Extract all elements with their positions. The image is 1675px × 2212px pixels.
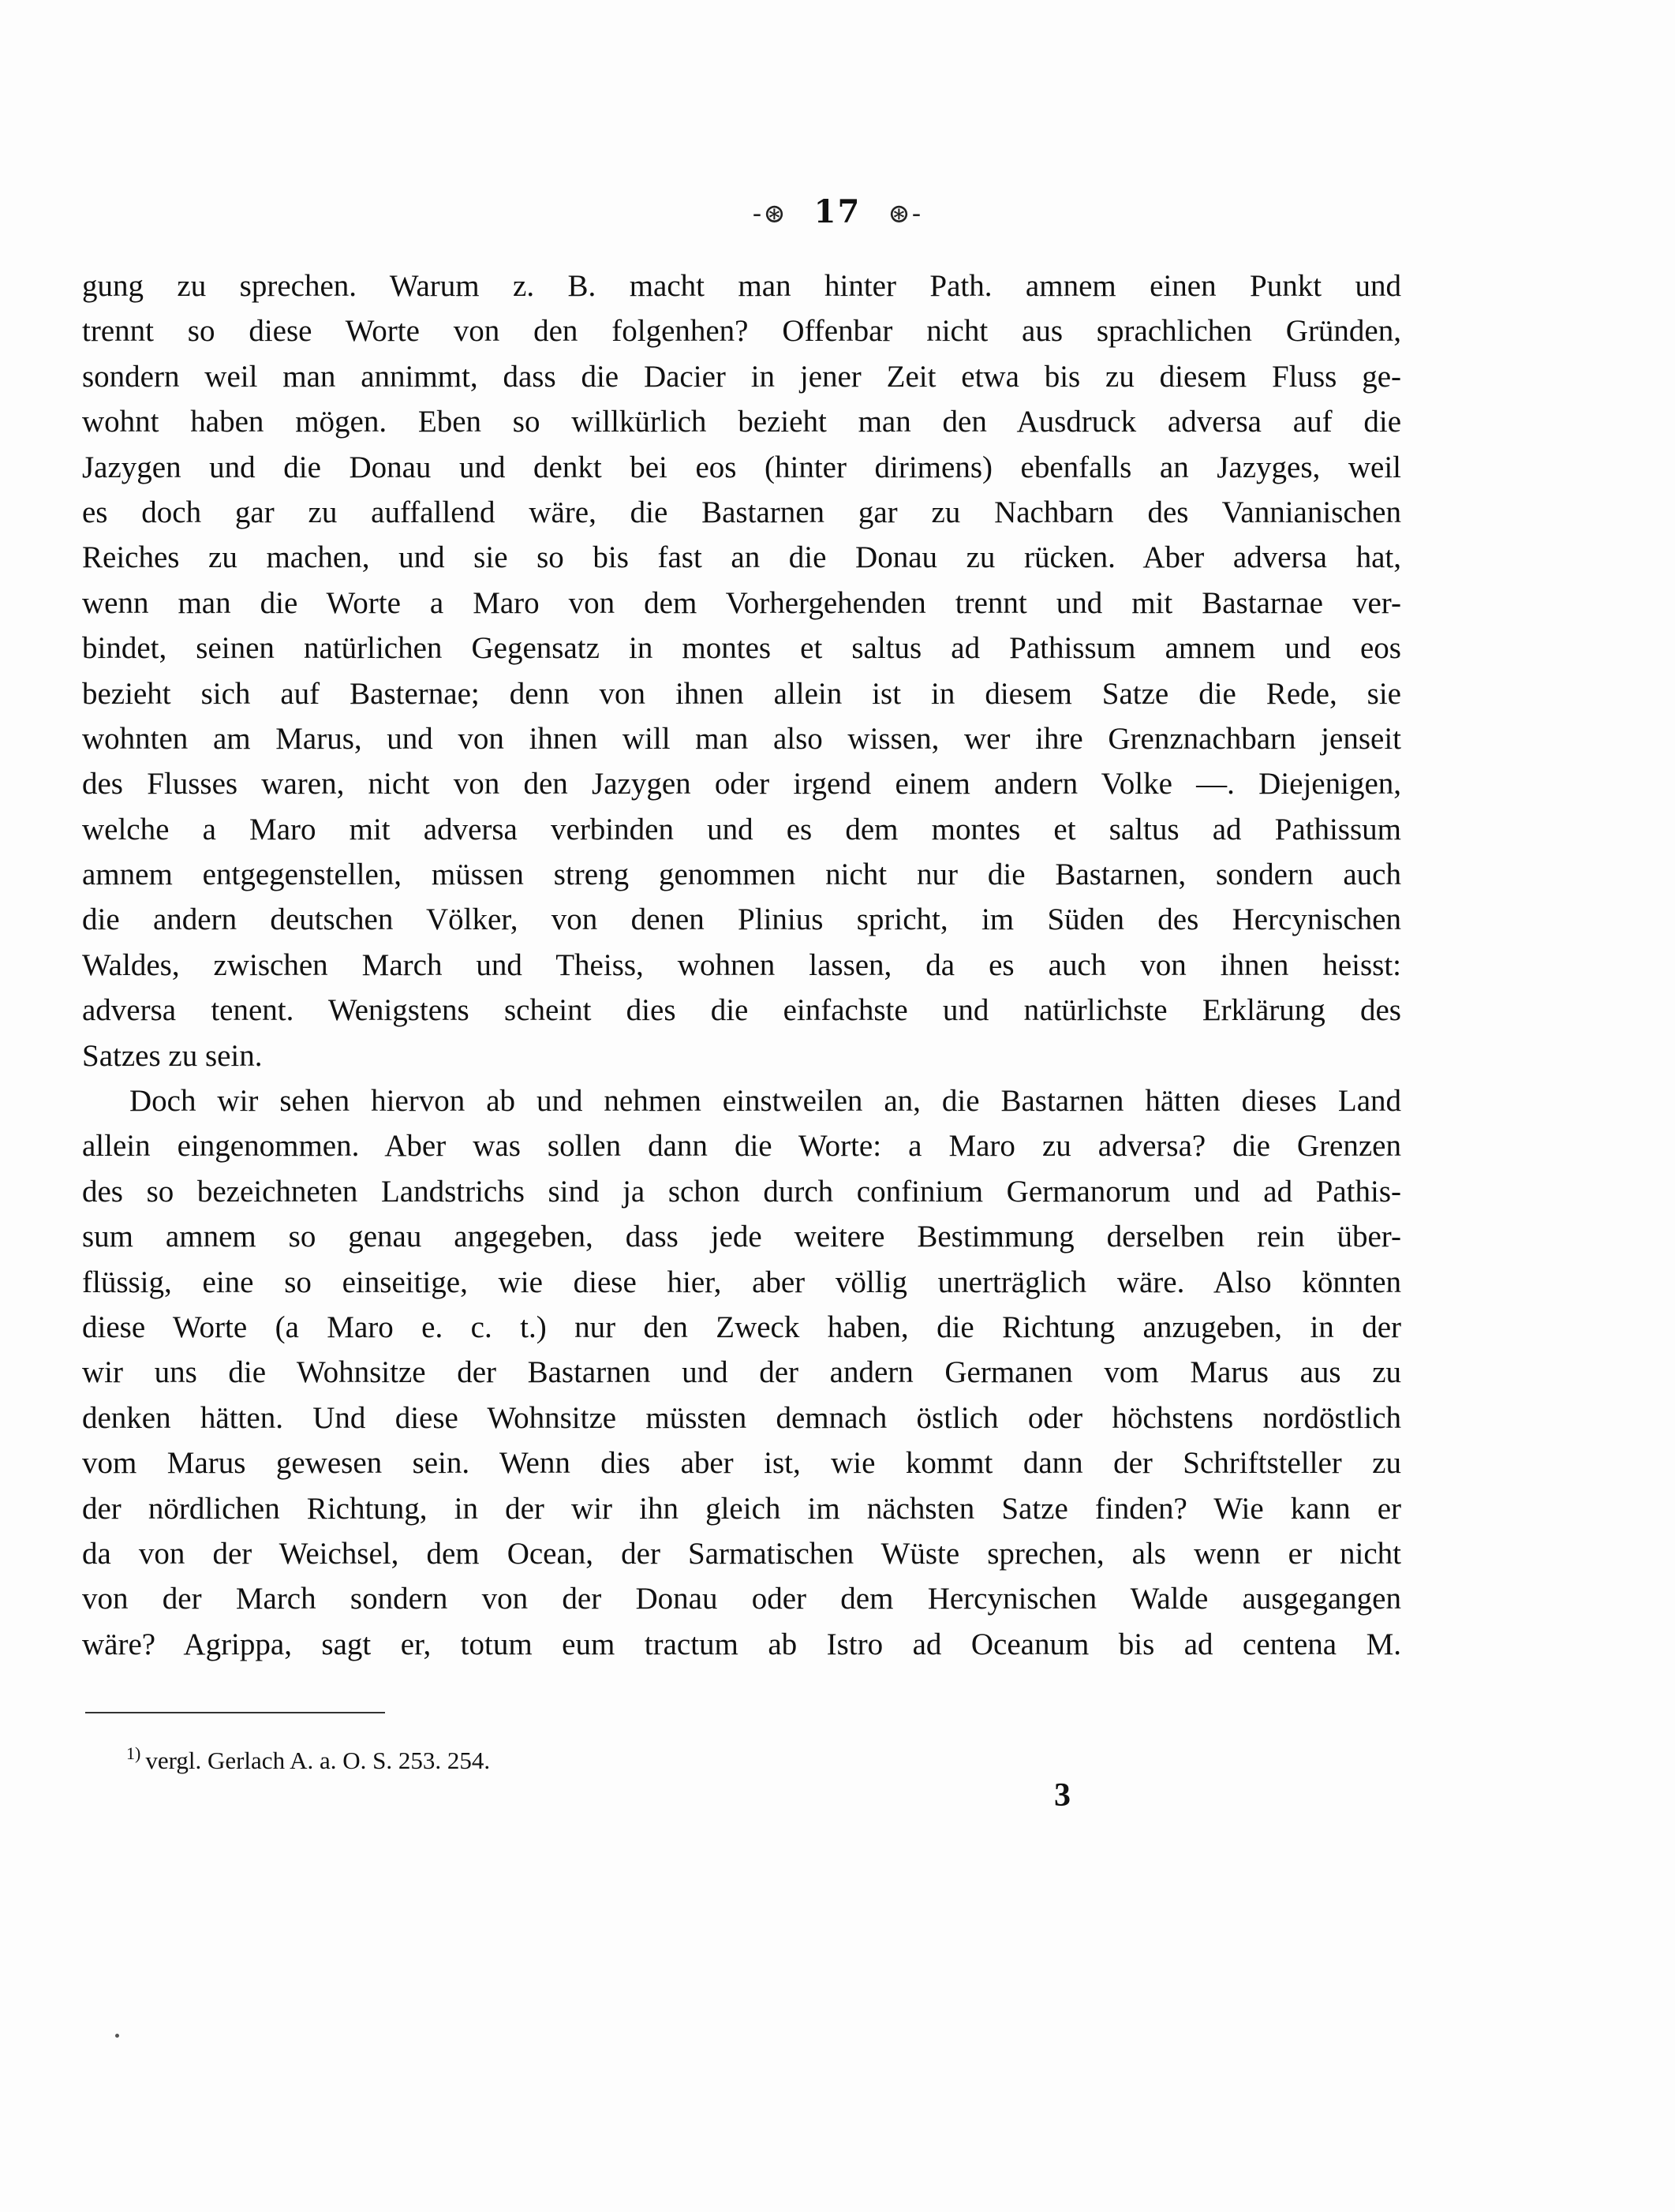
footnote: [126, 1743, 491, 1775]
text-line: des so bezeichneten Landstrichs sind ja schon durch confinium Germanorum und ad Pathis-: [82, 1174, 1401, 1209]
text-line: Satzes zu sein.: [82, 1038, 263, 1073]
text-line: da von der Weichsel, dem Ocean, der Sarmatischen Wüste sprechen, als wenn er nicht: [82, 1536, 1401, 1571]
text-line: des Flusses waren, nicht von den Jazygen oder irgend einem andern Volke —. Diejenigen,: [82, 767, 1401, 801]
footnote-divider: [85, 1712, 385, 1713]
text-line: Jazygen und die Donau und denkt bei eos (hinter dirimens) ebenfalls an Jazyges, weil: [82, 450, 1401, 484]
ornament-right-icon: ⊛-: [888, 198, 923, 230]
signature-mark: 3: [1054, 1777, 1071, 1814]
text-line: wäre? Agrippa, sagt er, totum eum tractum ab Istro ad Oceanum bis ad centena M.: [82, 1627, 1401, 1661]
text-line: wir uns die Wohnsitze der Bastarnen und der andern Germanen vom Marus aus zu: [82, 1355, 1401, 1390]
footnote-text: vergl. Gerlach A. a. O. S. 253. 254.: [145, 1747, 491, 1774]
text-line: sum amnem so genau angegeben, dass jede weitere Bestimmung derselben rein über-: [82, 1220, 1401, 1254]
text-line: Waldes, zwischen March und Theiss, wohnen lassen, da es auch von ihnen heisst:: [82, 947, 1401, 982]
text-line: gung zu sprechen. Warum z. B. macht man hinter Path. amnem einen Punkt und: [82, 269, 1401, 303]
text-line: amnem entgegenstellen, müssen streng genommen nicht nur die Bastarnen, sondern auch: [82, 858, 1401, 892]
text-line: trennt so diese Worte von den folgenhen? Offenbar nicht aus sprachlichen Gründen,: [82, 314, 1401, 349]
text-line: die andern deutschen Völker, von denen Plinius spricht, im Süden des Hercynischen: [82, 902, 1401, 937]
text-line: wohnten am Marus, und von ihnen will man also wissen, wer ihre Grenznachbarn jenseit: [82, 721, 1401, 756]
text-line: es doch gar zu auffallend wäre, die Bastarnen gar zu Nachbarn des Vannianischen: [82, 495, 1401, 529]
ink-speck: [115, 2034, 119, 2038]
text-line: wohnt haben mögen. Eben so willkürlich bezieht man den Ausdruck adversa auf die: [82, 405, 1401, 439]
text-line: vom Marus gewesen sein. Wenn dies aber ist, wie kommt dann der Schriftsteller zu: [82, 1446, 1401, 1481]
text-line: welche a Maro mit adversa verbinden und es dem montes et saltus ad Pathissum: [82, 812, 1401, 846]
text-line: wenn man die Worte a Maro von dem Vorhergehenden trennt und mit Bastarnae ver-: [82, 585, 1401, 620]
page-number: 17: [813, 193, 862, 230]
text-line: von der March sondern von der Donau oder dem Hercynischen Walde ausgegangen: [82, 1582, 1401, 1616]
text-line: flüssig, eine so einseitige, wie diese hier, aber völlig unerträglich wäre. Also könnten: [82, 1265, 1401, 1299]
text-line: Doch wir sehen hiervon ab und nehmen einstweilen an, die Bastarnen hätten dieses Land: [129, 1084, 1401, 1119]
ornament-left-icon: -⊛: [752, 198, 787, 230]
body-text: [82, 263, 1401, 1667]
text-line: Reiches zu machen, und sie so bis fast an die Donau zu rücken. Aber adversa hat,: [82, 540, 1401, 575]
text-line: denken hätten. Und diese Wohnsitze müssten demnach östlich oder höchstens nordöstlich: [82, 1400, 1401, 1435]
running-head: [0, 193, 1675, 230]
footnote-marker: 1): [126, 1743, 141, 1763]
text-line: bindet, seinen natürlichen Gegensatz in montes et saltus ad Pathissum amnem und eos: [82, 631, 1401, 666]
text-line: der nördlichen Richtung, in der wir ihn gleich im nächsten Satze finden? Wie kann er: [82, 1491, 1401, 1526]
text-line: allein eingenommen. Aber was sollen dann die Worte: a Maro zu adversa? die Grenzen: [82, 1129, 1401, 1164]
text-line: diese Worte (a Maro e. c. t.) nur den Zweck haben, die Richtung anzugeben, in der: [82, 1310, 1401, 1344]
text-line: adversa tenent. Wenigstens scheint dies die einfachste und natürlichste Erklärung des: [82, 993, 1401, 1028]
text-line: bezieht sich auf Basternae; denn von ihnen allein ist in diesem Satze die Rede, sie: [82, 676, 1401, 711]
text-line: sondern weil man annimmt, dass die Dacier in jener Zeit etwa bis zu diesem Fluss ge-: [82, 359, 1401, 394]
